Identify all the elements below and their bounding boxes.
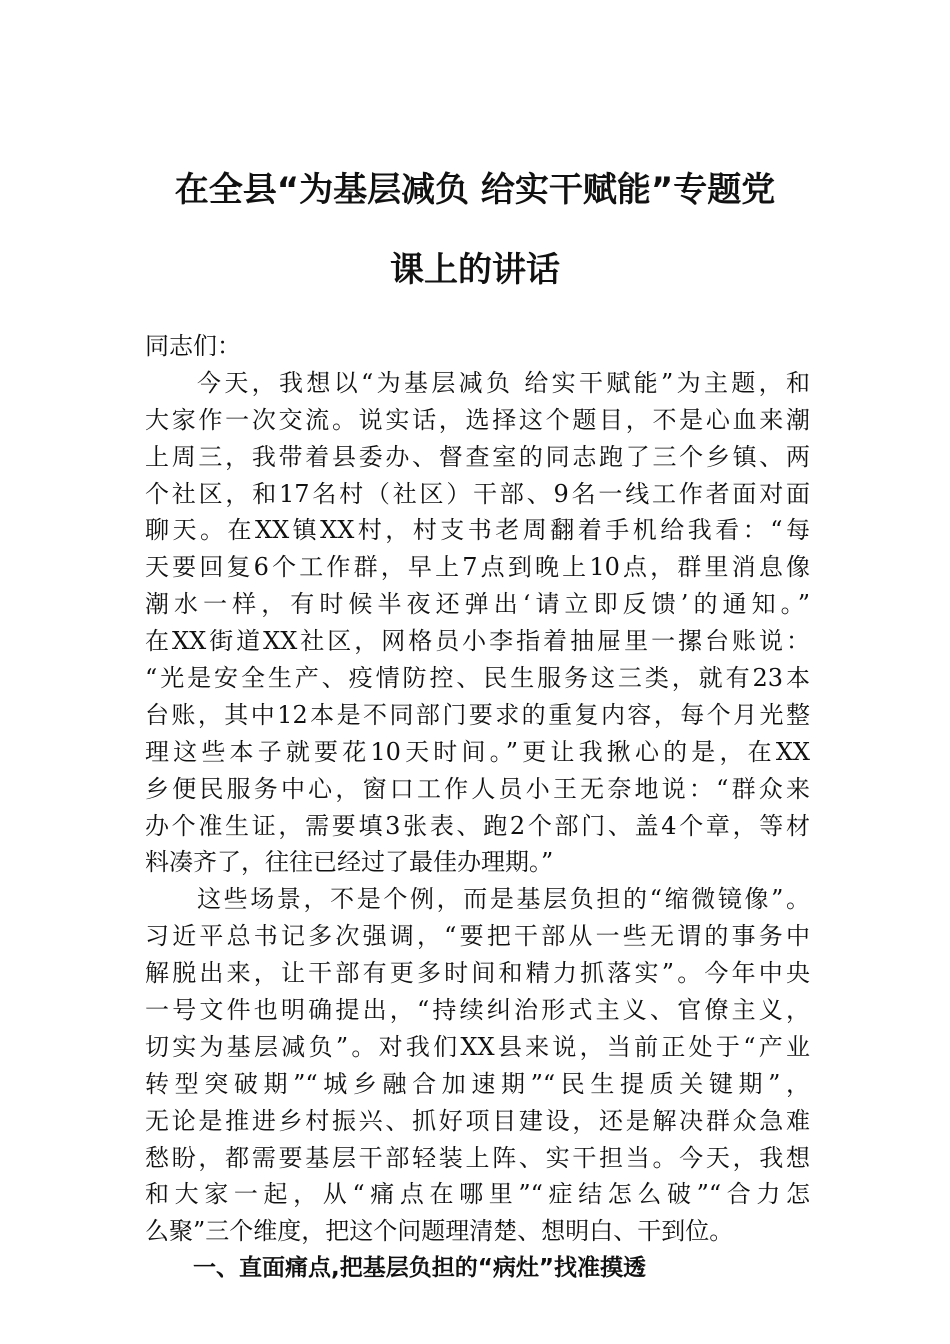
text-line: 个社区，和17名村（社区）干部、9名一线工作者面对面 — [145, 479, 810, 508]
greeting: 同志们： — [145, 332, 241, 360]
text-line: 和大家一起，从“痛点在哪里”“症结怎么破”“合力怎 — [145, 1180, 810, 1209]
text-line: 上周三，我带着县委办、督查室的同志跑了三个乡镇、两 — [145, 442, 810, 471]
text-line: 切实为基层减负”。对我们XX县来说，当前正处于“产业 — [145, 1032, 810, 1061]
text-line: 习近平总书记多次强调，“要把干部从一些无谓的事务中 — [145, 922, 810, 951]
text-line: 理这些本子就要花10天时间。”更让我揪心的是，在XX — [145, 737, 810, 766]
document-body — [145, 328, 810, 1287]
paragraph-1 — [145, 365, 810, 881]
text-line: “光是安全生产、疫情防控、民生服务这三类，就有23本 — [145, 664, 810, 693]
text-line: 这些场景，不是个例，而是基层负担的“缩微镜像”。 — [197, 885, 810, 914]
text-line: 天要回复6个工作群，早上7点到晚上10点，群里消息像 — [145, 553, 810, 582]
text-line: 今天，我想以“为基层减负 给实干赋能”为主题，和 — [197, 368, 810, 397]
section-heading-1: 一、直面痛点,把基层负担的“病灶”找准摸透 — [193, 1255, 646, 1282]
text-line: 办个准生证，需要填3张表、跑2个部门、盖4个章，等材 — [145, 811, 810, 840]
title-line-1: 在全县“为基层减负 给实干赋能”专题党 — [174, 170, 776, 210]
text-line: 料凑齐了，往往已经过了最佳办理期。” — [145, 848, 554, 877]
text-line: 大家作一次交流。说实话，选择这个题目，不是心血来潮 — [145, 405, 810, 434]
text-line: 无论是推进乡村振兴、抓好项目建设，还是解决群众急难 — [145, 1106, 810, 1135]
title-line-2: 课上的讲话 — [390, 250, 560, 290]
text-line: 聊天。在XX镇XX村，村支书老周翻着手机给我看：“每 — [145, 516, 810, 545]
text-line: 潮水一样，有时候半夜还弹出‘请立即反馈’的通知。” — [145, 590, 810, 619]
paragraph-2 — [145, 881, 810, 1250]
text-line: 愁盼，都需要基层干部轻装上阵、实干担当。今天，我想 — [145, 1143, 810, 1172]
text-line: 在XX街道XX社区，网格员小李指着抽屉里一摞台账说： — [145, 627, 810, 656]
document-title — [130, 150, 820, 310]
text-line: 解脱出来，让干部有更多时间和精力抓落实”。今年中央 — [145, 959, 810, 988]
text-line: 一号文件也明确提出，“持续纠治形式主义、官僚主义， — [145, 996, 810, 1025]
text-line: 转型突破期”“城乡融合加速期”“民生提质关键期”， — [145, 1069, 810, 1098]
text-line: 么聚”三个维度，把这个问题理清楚、想明白、干到位。 — [145, 1217, 734, 1246]
text-line: 乡便民服务中心，窗口工作人员小王无奈地说：“群众来 — [145, 774, 810, 803]
text-line: 台账，其中12本是不同部门要求的重复内容，每个月光整 — [145, 700, 810, 729]
